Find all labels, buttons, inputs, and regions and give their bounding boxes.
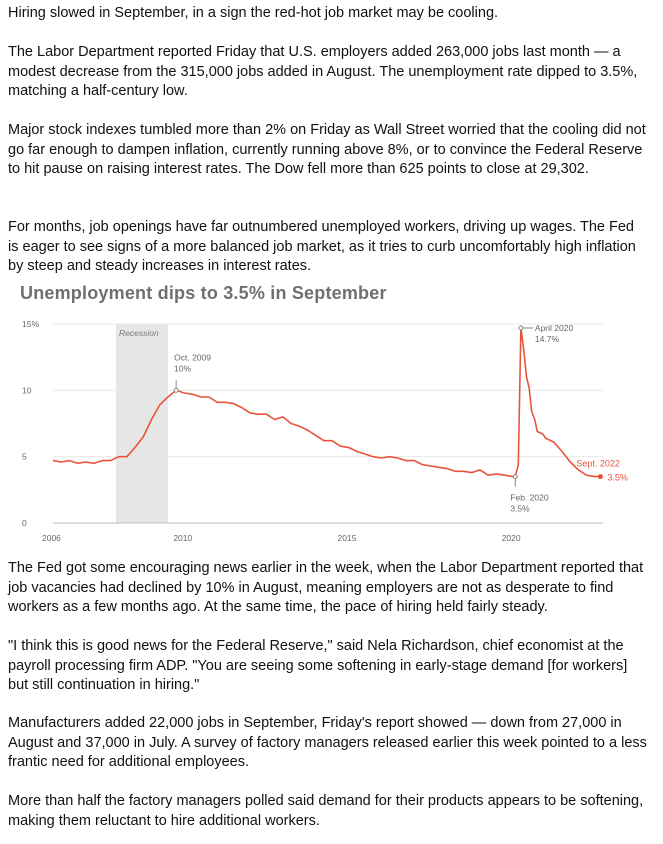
annotation-value: 10% [174, 363, 192, 374]
annotation-value: 3.5% [510, 503, 530, 514]
recession-band [116, 324, 168, 523]
annotation-value: 3.5% [607, 472, 628, 483]
article-paragraph: Major stock indexes tumbled more than 2% on Friday as Wall Street worried that the cooling did not go far enough to dampen inflation, currently running above 8%, or to convince the Federal Reserve to hit pause on raising interest rates. The Dow fell more than 625 points to close at 29,302. [8, 122, 646, 177]
endpoint-marker [598, 474, 603, 479]
annotation-marker [519, 326, 523, 330]
annotation-marker [174, 388, 178, 392]
annotation-marker [513, 475, 517, 479]
article-paragraph: Hiring slowed in September, in a sign the red-hot job market may be cooling. [8, 5, 499, 21]
y-tick-label: 0 [22, 518, 27, 528]
x-tick-label: 2010 [173, 533, 193, 543]
x-tick-label: 2015 [337, 533, 357, 543]
y-tick-label: 15% [22, 319, 40, 329]
article-paragraph: Manufacturers added 22,000 jobs in September, Friday's report showed — down from 27,000 in August and 37,000 in July. A survey of factory managers released earlier this week pointed to a less frantic need for additional employees. [8, 715, 647, 770]
annotation-label: Feb. 2020 [510, 492, 549, 503]
x-tick-label: 2006 [42, 533, 61, 543]
article-paragraph: "I think this is good news for the Federal Reserve," said Nela Richardson, chief economist at the payroll processing firm ADP. "You are seeing some softening in early-stage demand [for workers] but still continuation in hiring." [8, 638, 628, 693]
annotation-value: 14.7% [534, 333, 560, 344]
article-paragraph: For months, job openings have far outnumbered unemployed workers, driving up wages. The Fed is eager to see signs of a more balanced job market, as it tries to curb uncomfortably high inflation by steep and steady increases in interest rates. [8, 219, 636, 274]
article-paragraph: The Fed got some encouraging news earlier in the week, when the Labor Department reported that job vacancies had declined by 10% in August, meaning employers are not as desperate to find workers as a few months ago. At the same time, the pace of hiring held fairly steady. [8, 560, 644, 615]
article-paragraph: The Labor Department reported Friday that U.S. employers added 263,000 jobs last month — a modest decrease from the 315,000 jobs added in August. The unemployment rate dipped to 3.5%, matching a half-century low. [8, 44, 638, 99]
x-tick-label: 2020 [501, 533, 521, 543]
y-tick-label: 10 [22, 385, 32, 396]
annotation-label: April 2020 [534, 322, 574, 333]
article-paragraph: More than half the factory managers polled said demand for their products appears to be softening, making them reluctant to hire additional workers. [8, 793, 644, 829]
annotation-label: Sept. 2022 [576, 458, 620, 469]
y-tick-label: 5 [22, 451, 27, 462]
chart-title: Unemployment dips to 3.5% in September [20, 283, 387, 303]
annotation-label: Oct. 2009 [174, 352, 211, 363]
recession-label: Recession [119, 328, 159, 338]
